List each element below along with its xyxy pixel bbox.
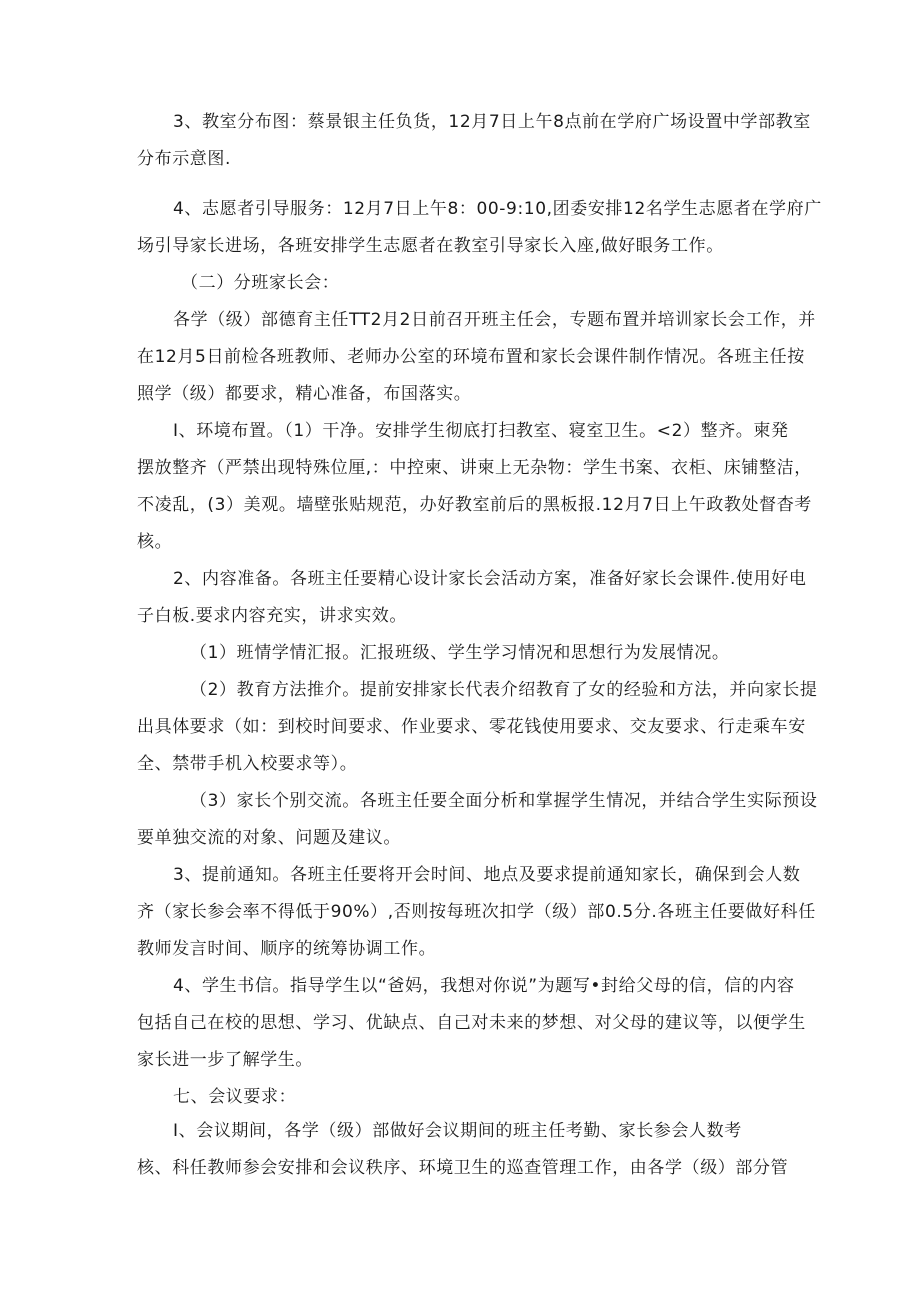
text-line: （2）教育方法推介。提前安排家长代表介绍教育了女的经验和方法，并向家长提 bbox=[190, 680, 818, 700]
text-line: 在12月5日前检各班教师、老师办公室的环境布置和家长会课件制作情况。各班主任按 bbox=[137, 347, 805, 367]
text-line: 包括自己在校的思想、学习、优缺点、自己对未来的梦想、对父母的建议等，以便学生 bbox=[137, 1013, 806, 1033]
text-line: 4、志愿者引导服务：12月7日上午8：00-9:10,团委安排12名学生志愿者在学府广 bbox=[173, 199, 822, 219]
text-line: 教师发言时间、顺序的统筹协调工作。 bbox=[137, 939, 437, 959]
text-line: 照学（级）都要求，精心准备，布国落实。 bbox=[137, 384, 472, 404]
text-line: I、环境布置。（1）干净。安排学生彻底打扫教室、寝室卫生。<2）整齐。柬発 bbox=[173, 421, 789, 441]
text-line: 2、内容准备。各班主任要精心设计家长会活动方案，准备好家长会课件.使用好电 bbox=[173, 569, 807, 589]
text-line: I、会议期间，各学（级）部做好会议期间的班主任考勤、家长参会人数考 bbox=[173, 1121, 742, 1141]
text-line: 齐（家长参会率不得低于90%）,否则按每班次扣学（级）部0.5分.各班主任要做好科任 bbox=[137, 902, 816, 922]
text-line: 各学（级）部德育主任TT2月2日前召开班主任会，专题布置并培训家长会工作，并 bbox=[173, 310, 816, 330]
text-line: 摆放整齐（严禁出现特殊位厘,：中控柬、讲柬上无杂物：学生书案、衣柜、床铺整洁， bbox=[137, 458, 812, 478]
text-line: 3、教室分布图：蔡景银主任负货，12月7日上午8点前在学府广场设置中学部教室 bbox=[173, 112, 811, 132]
section-heading: 七、会议要求： bbox=[173, 1087, 297, 1107]
text-line: 核。 bbox=[137, 532, 173, 552]
text-line: 出具体要求（如：到校时间要求、作业要求、零花钱使用要求、交友要求、行走乘车安 bbox=[137, 717, 806, 737]
text-line: 要单独交流的对象、问题及建议。 bbox=[137, 828, 401, 848]
text-line: 全、禁带手机入校要求等）。 bbox=[137, 754, 358, 774]
text-line: 4、学生书信。指导学生以“爸妈，我想对你说”为题写•封给父母的信，信的内容 bbox=[173, 976, 795, 996]
text-line: 家长进一步了解学生。 bbox=[137, 1050, 313, 1070]
text-line: （3）家长个别交流。各班主任要全面分析和掌握学生情况，并结合学生实际预设 bbox=[190, 791, 818, 811]
text-line: 3、提前通知。各班主任要将开会时间、地点及要求提前通知家长，确保到会人数 bbox=[173, 865, 801, 885]
text-line: （1）班情学情汇报。汇报班级、学生学习情况和思想行为发展情况。 bbox=[190, 643, 730, 663]
text-line: 核、科任教师参会安排和会议秩序、环境卫生的巡查管理工作，由各学（级）部分管 bbox=[137, 1158, 789, 1178]
text-line: 子白板.要求内容充实，讲求实效。 bbox=[137, 606, 408, 626]
text-line: 不凌乱，(3）美观。墙壁张贴规范，办好教室前后的黑板报.12月7日上午政教处督杳考 bbox=[137, 495, 812, 515]
text-line: 场引导家长进场，各班安排学生志愿者在教室引导家长入座,做好眼务工作。 bbox=[137, 236, 724, 256]
text-line: 分布示意图. bbox=[137, 149, 232, 169]
section-heading: （二）分班家长会： bbox=[181, 273, 340, 293]
